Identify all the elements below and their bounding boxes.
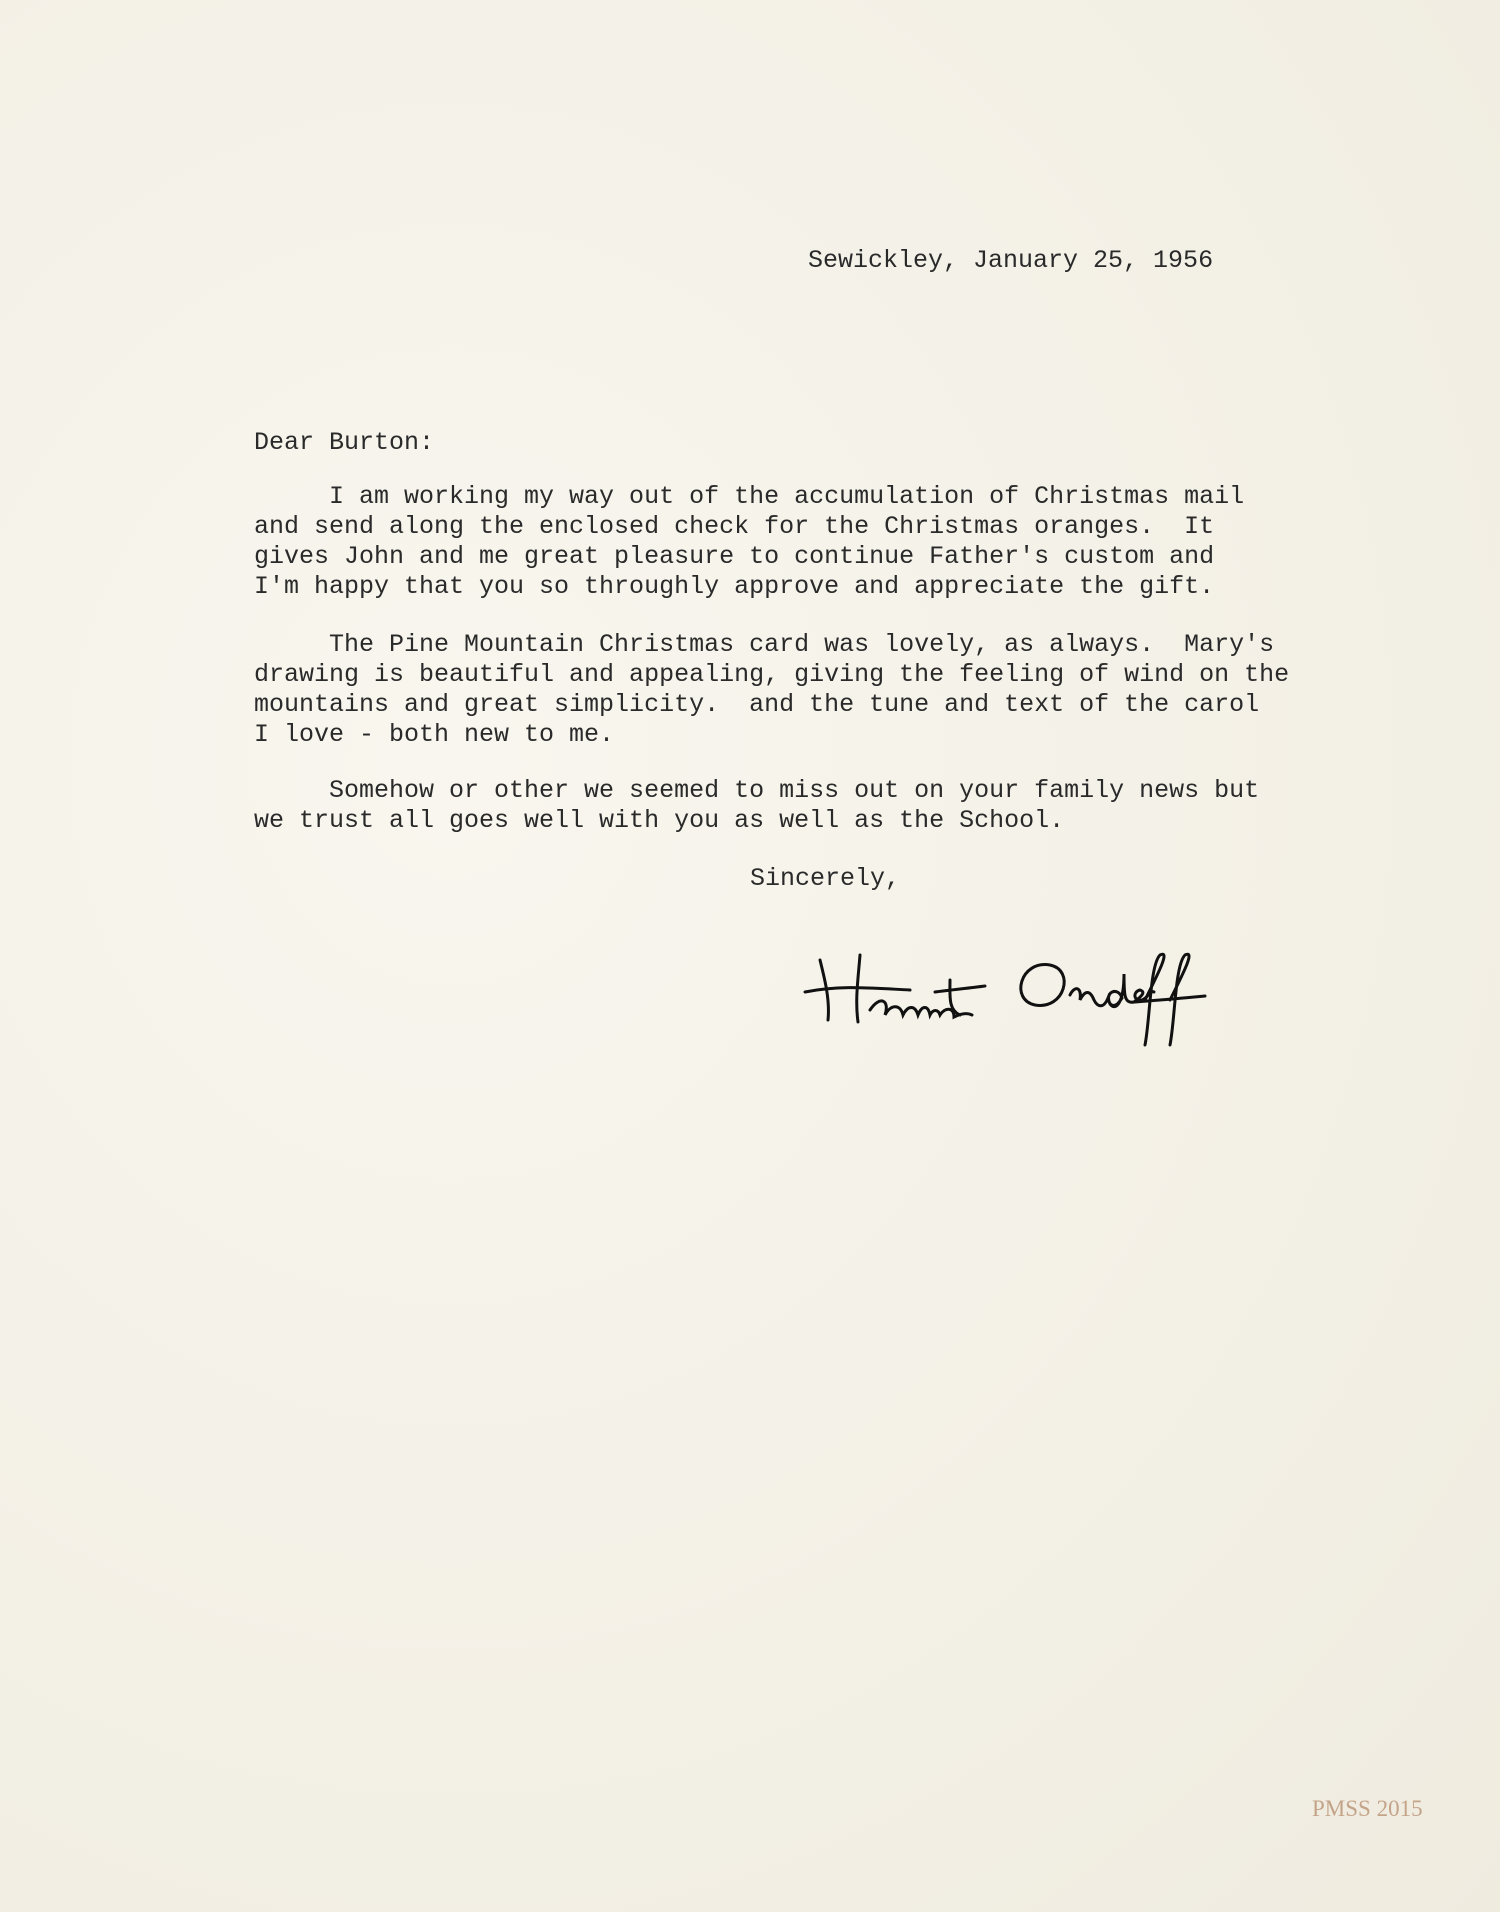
archive-watermark: PMSS 2015 — [1312, 1796, 1423, 1821]
date-line: Sewickley, January 25, 1956 — [808, 246, 1214, 275]
handwritten-signature — [800, 930, 1240, 1050]
paragraph-3: Somehow or other we seemed to miss out on your family news but we trust all goes well with you as well as the School. — [254, 776, 1260, 835]
paragraph-2: The Pine Mountain Christmas card was lovely, as always. Mary's drawing is beautiful and appealing, giving the feeling of wind on the mountains and great simplicity. and the tune and text of the carol I love - both new to me. — [254, 630, 1290, 749]
salutation: Dear Burton: — [254, 428, 435, 457]
closing: Sincerely, — [750, 864, 901, 893]
paragraph-1: I am working my way out of the accumulation of Christmas mail and send along the enclosed check for the Christmas oranges. It gives John and me great pleasure to continue Father's custom and I'm happy that you so throughly approve and appreciate the gift. — [254, 482, 1245, 601]
